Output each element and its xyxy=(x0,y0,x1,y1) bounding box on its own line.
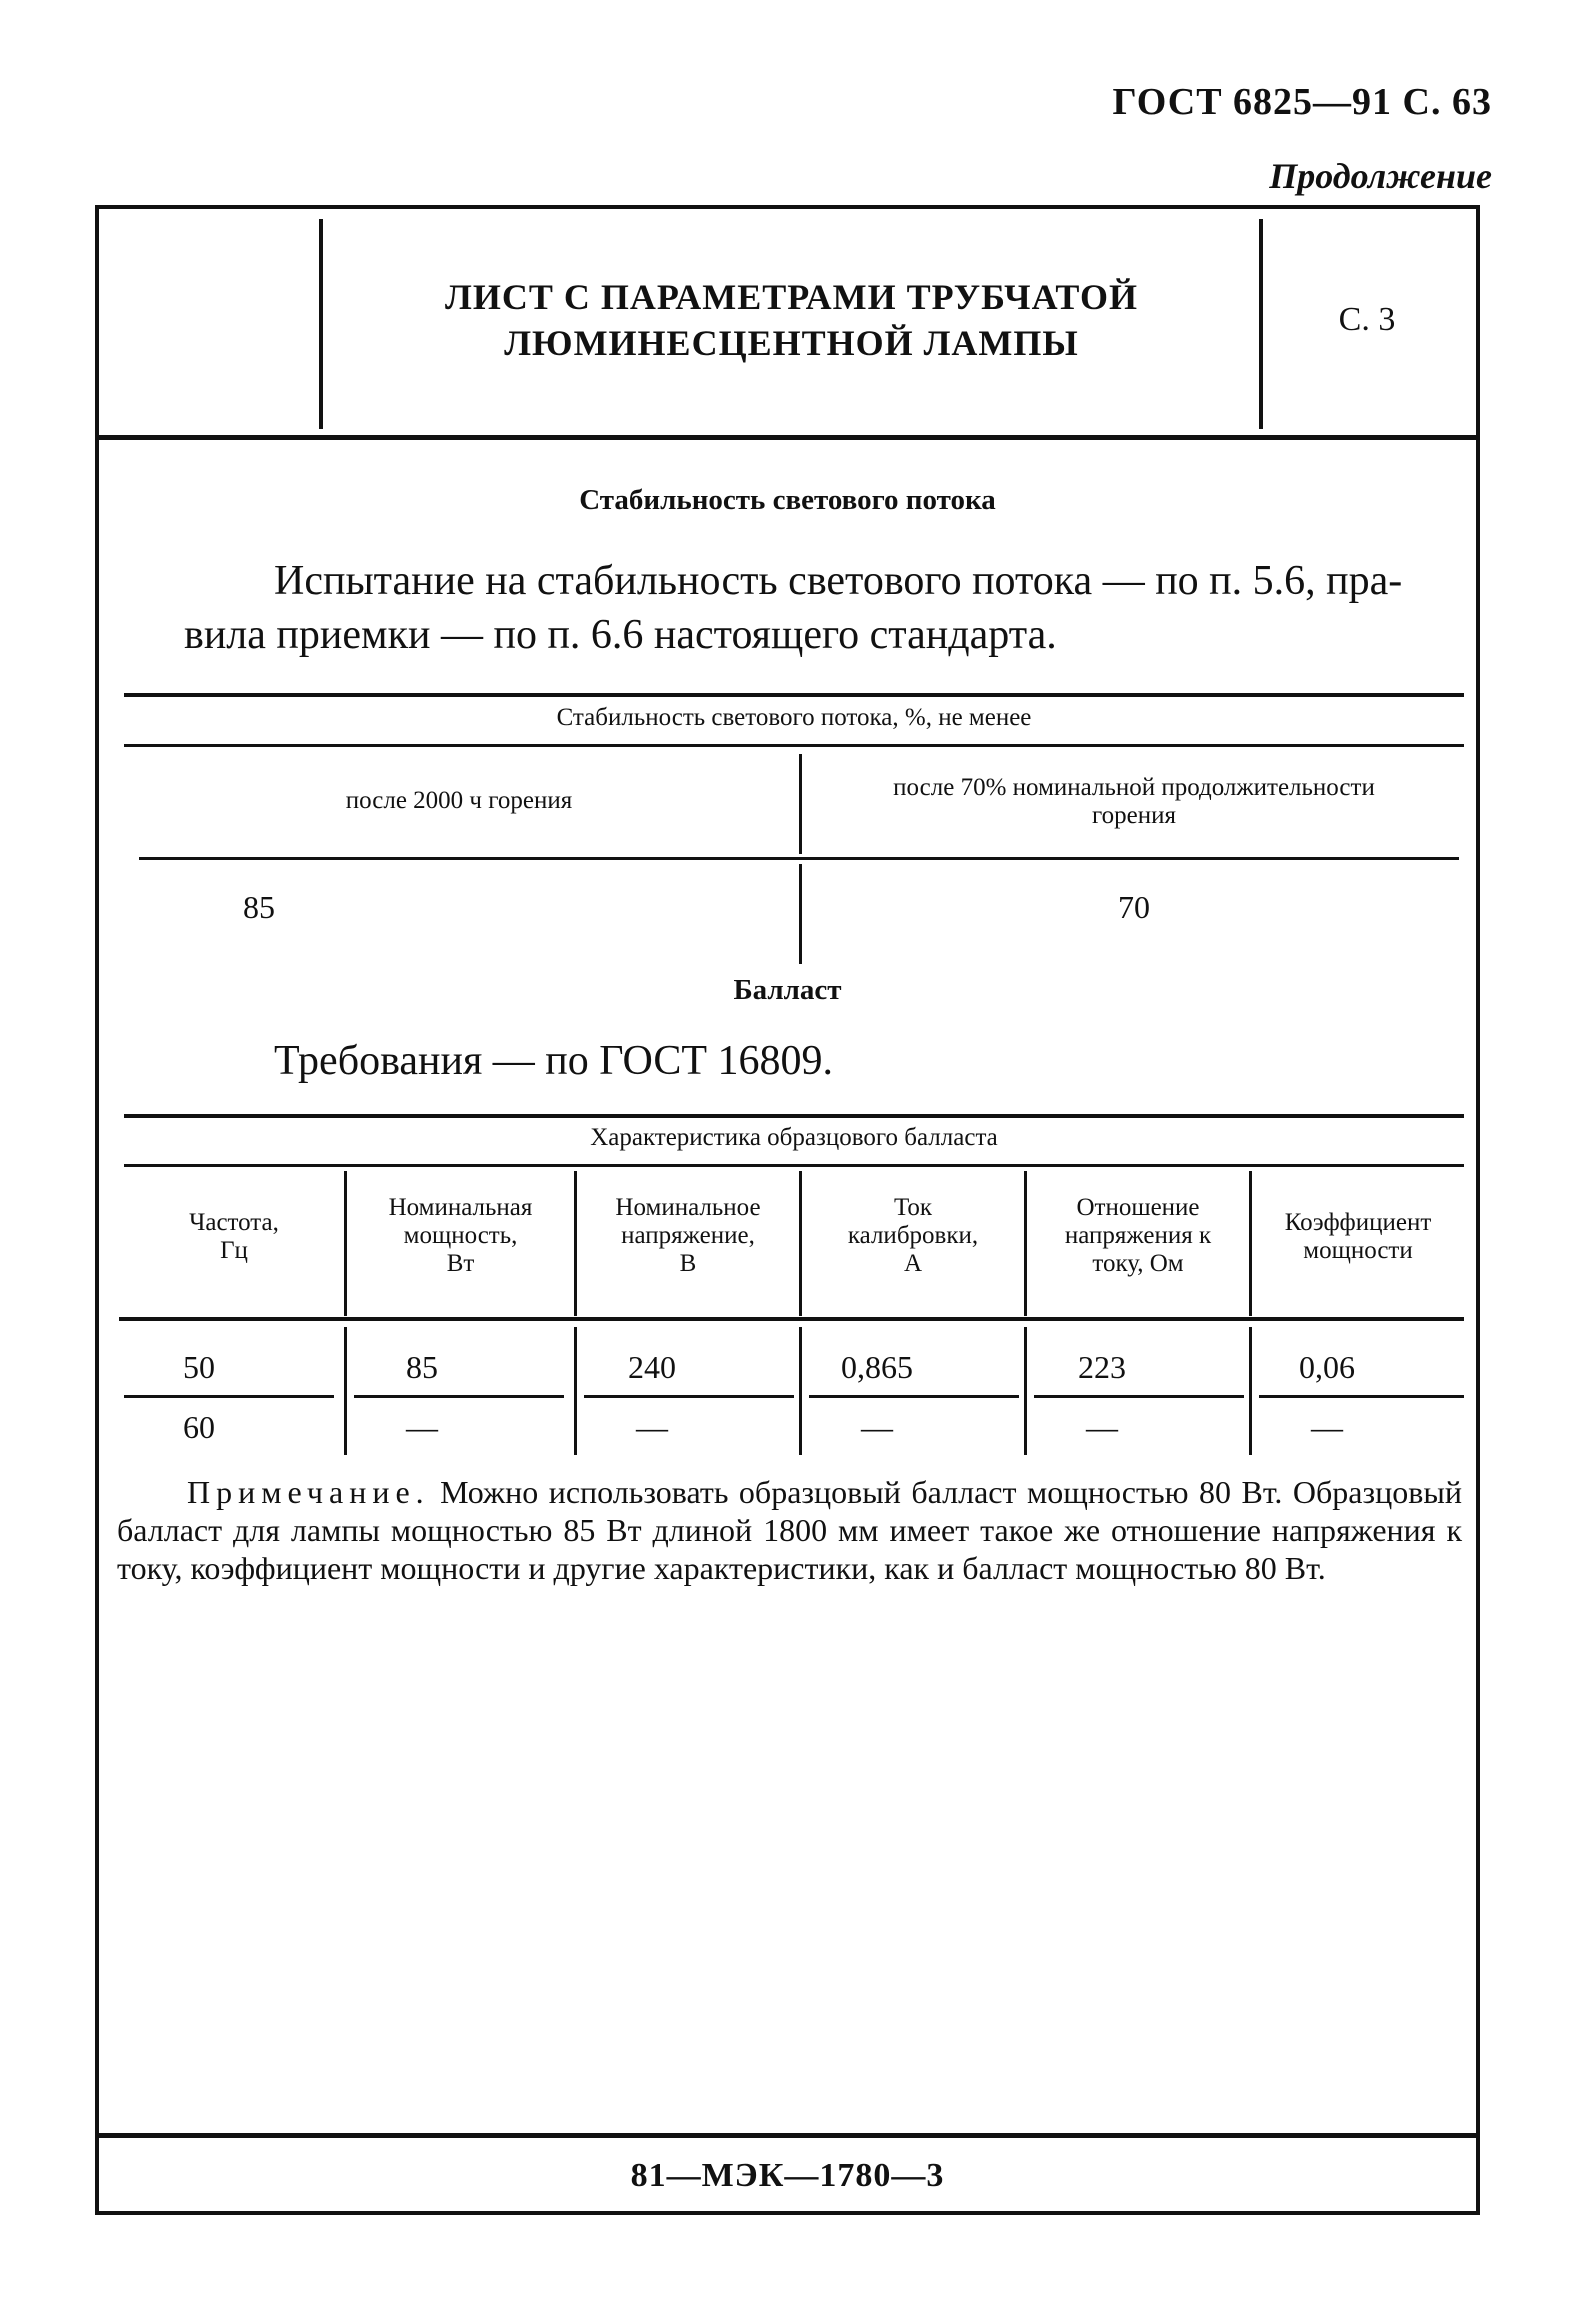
sheet-number: С. 3 xyxy=(1338,301,1396,338)
stability-col2-header-line: после 70% номинальной продолжительности xyxy=(893,774,1375,801)
table-cell: — xyxy=(861,1409,893,1445)
stability-text-line: Испытание на стабильность светового потока — по п. 5.6, пра- xyxy=(274,558,1403,604)
ballast-table-title: Характеристика образцового балласта xyxy=(590,1124,998,1151)
stability-col2-header-line: горения xyxy=(1092,802,1176,829)
table-cell: 0,06 xyxy=(1299,1349,1355,1385)
header-line: мощность, xyxy=(403,1222,518,1249)
page-reference: ГОСТ 6825—91 С. 63 xyxy=(1112,81,1492,123)
header-line: напряжения к xyxy=(1064,1222,1212,1249)
stability-heading: Стабильность светового потока xyxy=(579,484,996,516)
table-column-divider xyxy=(799,864,802,964)
header-line: напряжение, xyxy=(621,1222,755,1249)
header-line: Вт xyxy=(446,1250,475,1277)
sheet-title xyxy=(329,274,1254,366)
stability-table-title: Стабильность светового потока, %, не менее xyxy=(556,704,1032,731)
continuation-label: Продолжение xyxy=(1269,156,1492,196)
table-rule xyxy=(124,1395,334,1398)
table-cell: — xyxy=(636,1409,668,1445)
table-rule xyxy=(124,1114,1464,1118)
table-rule xyxy=(354,1395,564,1398)
header-line: мощности xyxy=(1303,1237,1413,1264)
footer-rule xyxy=(99,2133,1476,2138)
table-rule xyxy=(119,1317,1464,1321)
data-sheet-frame xyxy=(95,205,1480,2215)
note-paragraph xyxy=(117,1473,1462,1587)
sheet-title-line: ЛИСТ С ПАРАМЕТРАМИ ТРУБЧАТОЙ xyxy=(445,277,1138,317)
table-cell: 60 xyxy=(183,1409,215,1445)
ballast-col-header-frequency xyxy=(124,1209,344,1265)
table-rule xyxy=(1259,1395,1464,1398)
table-cell: — xyxy=(406,1409,438,1445)
sheet-header xyxy=(99,209,1476,440)
header-divider xyxy=(1259,219,1263,429)
table-rule xyxy=(809,1395,1019,1398)
stability-col1-header: после 2000 ч горения xyxy=(345,787,573,814)
stability-text xyxy=(184,554,1454,662)
ballast-col-header-power-factor xyxy=(1252,1209,1464,1265)
table-cell: 85 xyxy=(406,1349,438,1385)
header-line: Коэффициент xyxy=(1284,1209,1432,1236)
ballast-col-header-power xyxy=(347,1194,574,1278)
table-cell: — xyxy=(1311,1409,1343,1445)
table-column-divider xyxy=(799,754,802,854)
stability-text-line: вила приемки — по п. 6.6 настоящего стандарта. xyxy=(184,612,1057,658)
header-line: Номинальная xyxy=(388,1194,533,1221)
header-line: А xyxy=(903,1250,923,1277)
table-rule xyxy=(124,693,1464,697)
header-line: В xyxy=(679,1250,697,1277)
table-cell: 50 xyxy=(183,1349,215,1385)
header-line: Ток xyxy=(893,1194,933,1221)
footer-code: 81—МЭК—1780—3 xyxy=(630,2157,945,2194)
stability-col2-header xyxy=(804,774,1464,830)
table-rule xyxy=(1034,1395,1244,1398)
header-line: Отношение xyxy=(1076,1194,1200,1221)
table-rule xyxy=(139,857,1459,860)
header-line: калибровки, xyxy=(847,1222,979,1249)
table-cell: 240 xyxy=(628,1349,676,1385)
note-text: Можно использовать образцовый балласт мощностью 80 Вт. Образцовый балласт для лампы мощностью 85 Вт длиной 1800 мм имеет такое же отношение напряжения к току, коэффициент мощности и другие характеристики, как и балласт мощностью 80 Вт. xyxy=(117,1474,1463,1586)
header-line: току, Ом xyxy=(1092,1250,1184,1277)
stability-col2-value: 70 xyxy=(1118,889,1150,925)
ballast-requirements: Требования — по ГОСТ 16809. xyxy=(274,1038,833,1084)
table-rule xyxy=(584,1395,794,1398)
header-line: Номинальное xyxy=(615,1194,761,1221)
table-rule xyxy=(124,744,1464,747)
header-divider xyxy=(319,219,323,429)
table-cell: — xyxy=(1086,1409,1118,1445)
table-cell: 223 xyxy=(1078,1349,1126,1385)
header-line: Гц xyxy=(220,1237,248,1264)
table-rule xyxy=(124,1164,1464,1167)
ballast-heading: Балласт xyxy=(733,974,842,1006)
sheet-title-line: ЛЮМИНЕСЦЕНТНОЙ ЛАМПЫ xyxy=(504,323,1079,363)
note-label: Примечание. xyxy=(187,1474,430,1510)
table-cell: 0,865 xyxy=(841,1349,913,1385)
stability-col1-value: 85 xyxy=(243,889,275,925)
ballast-col-header-current xyxy=(802,1194,1024,1278)
header-line: Частота, xyxy=(189,1209,279,1236)
ballast-col-header-voltage xyxy=(577,1194,799,1278)
ballast-col-header-ratio xyxy=(1027,1194,1249,1278)
